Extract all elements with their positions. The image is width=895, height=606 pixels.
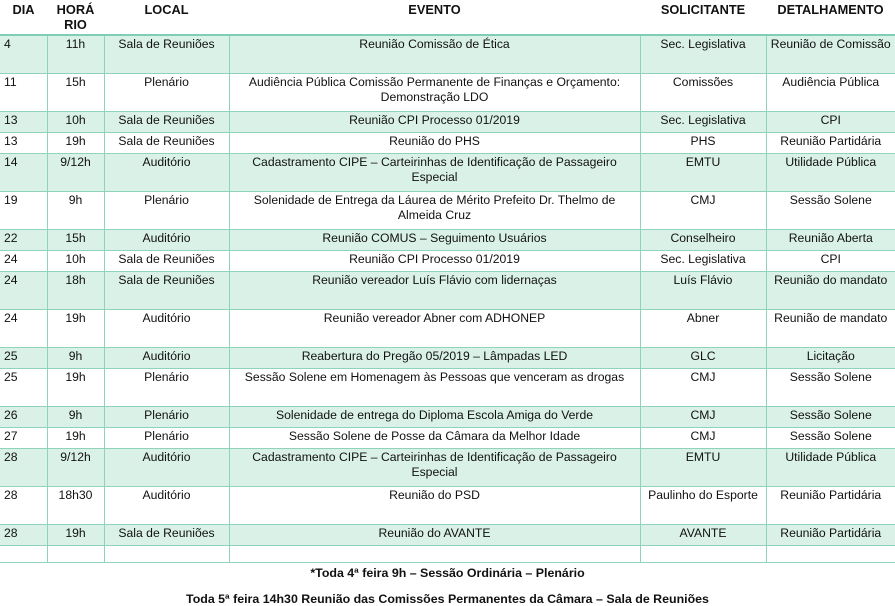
cell-detalhamento: Sessão Solene	[766, 407, 895, 428]
notes	[0, 566, 895, 606]
cell-dia	[0, 546, 47, 563]
cell-solicitante: CMJ	[640, 428, 766, 449]
cell-evento: Reabertura do Pregão 05/2019 – Lâmpadas LED	[229, 348, 640, 369]
table-row	[0, 407, 895, 428]
cell-detalhamento: Utilidade Pública	[766, 154, 895, 192]
cell-horario: 9/12h	[47, 154, 104, 192]
table-row	[0, 112, 895, 133]
cell-dia: 28	[0, 525, 47, 546]
cell-dia: 22	[0, 230, 47, 251]
cell-solicitante: EMTU	[640, 154, 766, 192]
table-row	[0, 272, 895, 310]
cell-detalhamento: Utilidade Pública	[766, 449, 895, 487]
table-row	[0, 133, 895, 154]
cell-detalhamento: Sessão Solene	[766, 369, 895, 407]
cell-horario: 19h	[47, 525, 104, 546]
cell-local: Sala de Reuniões	[104, 272, 229, 310]
header-horario: HORÁ RIO	[56, 2, 95, 32]
cell-detalhamento: Reunião Partidária	[766, 133, 895, 154]
cell-dia: 24	[0, 272, 47, 310]
cell-local: Auditório	[104, 487, 229, 525]
table-row	[0, 154, 895, 192]
table-row	[0, 348, 895, 369]
cell-local: Sala de Reuniões	[104, 112, 229, 133]
cell-local: Plenário	[104, 74, 229, 112]
note-quarta: *Toda 4ª feira 9h – Sessão Ordinária – Plenário	[310, 566, 585, 580]
table-row	[0, 35, 895, 74]
cell-detalhamento	[766, 546, 895, 563]
cell-dia: 13	[0, 112, 47, 133]
cell-local: Auditório	[104, 154, 229, 192]
cell-horario: 19h	[47, 428, 104, 449]
cell-dia: 11	[0, 74, 47, 112]
cell-evento: Reunião CPI Processo 01/2019	[229, 112, 640, 133]
cell-evento: Solenidade de entrega do Diploma Escola Amiga do Verde	[229, 407, 640, 428]
cell-detalhamento: Reunião Aberta	[766, 230, 895, 251]
cell-detalhamento: Sessão Solene	[766, 428, 895, 449]
cell-detalhamento: Audiência Pública	[766, 74, 895, 112]
cell-horario: 19h	[47, 369, 104, 407]
cell-dia: 14	[0, 154, 47, 192]
cell-evento: Reunião vereador Abner com ADHONEP	[229, 310, 640, 348]
header-solicitante: SOLICITANTE	[660, 2, 746, 17]
cell-horario: 9h	[47, 192, 104, 230]
table-row	[0, 74, 895, 112]
cell-local: Sala de Reuniões	[104, 251, 229, 272]
cell-evento: Reunião CPI Processo 01/2019	[229, 251, 640, 272]
cell-horario: 15h	[47, 230, 104, 251]
cell-evento: Reunião COMUS – Seguimento Usuários	[229, 230, 640, 251]
table-row	[0, 310, 895, 348]
cell-local: Auditório	[104, 310, 229, 348]
cell-detalhamento: Reunião de Comissão	[766, 35, 895, 74]
header-dia: DIA	[12, 2, 35, 17]
cell-evento	[229, 546, 640, 563]
cell-evento: Reunião Comissão de Ética	[229, 35, 640, 74]
cell-horario: 18h30	[47, 487, 104, 525]
cell-solicitante: Abner	[640, 310, 766, 348]
cell-evento: Reunião do PHS	[229, 133, 640, 154]
cell-detalhamento: Reunião do mandato	[766, 272, 895, 310]
cell-local: Sala de Reuniões	[104, 133, 229, 154]
table-row	[0, 487, 895, 525]
cell-detalhamento: Reunião de mandato	[766, 310, 895, 348]
cell-local: Plenário	[104, 407, 229, 428]
cell-local: Plenário	[104, 369, 229, 407]
cell-evento: Reunião do PSD	[229, 487, 640, 525]
header-detalhamento: DETALHAMENTO	[777, 2, 884, 17]
cell-dia: 25	[0, 369, 47, 407]
cell-local: Plenário	[104, 428, 229, 449]
table-header-row	[0, 0, 895, 35]
cell-dia: 25	[0, 348, 47, 369]
cell-detalhamento: Reunião Partidária	[766, 525, 895, 546]
cell-solicitante: Luís Flávio	[640, 272, 766, 310]
cell-solicitante: Conselheiro	[640, 230, 766, 251]
cell-horario: 10h	[47, 251, 104, 272]
table-row	[0, 546, 895, 563]
cell-local: Sala de Reuniões	[104, 35, 229, 74]
header-local: LOCAL	[144, 2, 189, 17]
cell-evento: Solenidade de Entrega da Láurea de Mérito Prefeito Dr. Thelmo de Almeida Cruz	[229, 192, 640, 230]
cell-horario: 11h	[47, 35, 104, 74]
cell-detalhamento: Licitação	[766, 348, 895, 369]
table-row	[0, 192, 895, 230]
cell-horario: 10h	[47, 112, 104, 133]
header-evento: EVENTO	[408, 2, 461, 17]
cell-local: Sala de Reuniões	[104, 525, 229, 546]
table-row	[0, 369, 895, 407]
cell-horario: 9/12h	[47, 449, 104, 487]
cell-solicitante: Paulinho do Esporte	[640, 487, 766, 525]
cell-detalhamento: CPI	[766, 112, 895, 133]
cell-evento: Sessão Solene de Posse da Câmara da Melhor Idade	[229, 428, 640, 449]
cell-horario: 19h	[47, 310, 104, 348]
cell-dia: 24	[0, 310, 47, 348]
cell-horario: 15h	[47, 74, 104, 112]
cell-solicitante: EMTU	[640, 449, 766, 487]
table-row	[0, 251, 895, 272]
table-body	[0, 35, 895, 563]
cell-evento: Cadastramento CIPE – Carteirinhas de Identificação de Passageiro Especial	[229, 449, 640, 487]
cell-evento: Reunião vereador Luís Flávio com lidernaças	[229, 272, 640, 310]
cell-detalhamento: Reunião Partidária	[766, 487, 895, 525]
cell-evento: Cadastramento CIPE – Carteirinhas de Identificação de Passageiro Especial	[229, 154, 640, 192]
table-row	[0, 449, 895, 487]
cell-dia: 28	[0, 449, 47, 487]
cell-horario: 9h	[47, 407, 104, 428]
cell-dia: 26	[0, 407, 47, 428]
cell-solicitante	[640, 546, 766, 563]
cell-local: Plenário	[104, 192, 229, 230]
cell-horario: 9h	[47, 348, 104, 369]
cell-local: Auditório	[104, 348, 229, 369]
cell-solicitante: PHS	[640, 133, 766, 154]
cell-solicitante: Comissões	[640, 74, 766, 112]
table-row	[0, 525, 895, 546]
cell-evento: Reunião do AVANTE	[229, 525, 640, 546]
cell-solicitante: CMJ	[640, 407, 766, 428]
cell-detalhamento: Sessão Solene	[766, 192, 895, 230]
cell-solicitante: Sec. Legislativa	[640, 251, 766, 272]
cell-dia: 27	[0, 428, 47, 449]
cell-dia: 19	[0, 192, 47, 230]
cell-evento: Audiência Pública Comissão Permanente de Finanças e Orçamento: Demonstração LDO	[229, 74, 640, 112]
cell-horario: 19h	[47, 133, 104, 154]
cell-horario	[47, 546, 104, 563]
cell-solicitante: GLC	[640, 348, 766, 369]
cell-horario: 18h	[47, 272, 104, 310]
table-row	[0, 230, 895, 251]
table-row	[0, 428, 895, 449]
note-quinta: Toda 5ª feira 14h30 Reunião das Comissões Permanentes da Câmara – Sala de Reuniões	[186, 592, 709, 606]
cell-solicitante: CMJ	[640, 192, 766, 230]
cell-solicitante: AVANTE	[640, 525, 766, 546]
cell-detalhamento: CPI	[766, 251, 895, 272]
cell-local: Auditório	[104, 230, 229, 251]
cell-local	[104, 546, 229, 563]
cell-solicitante: Sec. Legislativa	[640, 112, 766, 133]
cell-local: Auditório	[104, 449, 229, 487]
cell-solicitante: CMJ	[640, 369, 766, 407]
cell-dia: 24	[0, 251, 47, 272]
cell-evento: Sessão Solene em Homenagem às Pessoas que venceram as drogas	[229, 369, 640, 407]
cell-dia: 13	[0, 133, 47, 154]
cell-dia: 28	[0, 487, 47, 525]
cell-solicitante: Sec. Legislativa	[640, 35, 766, 74]
cell-dia: 4	[0, 35, 47, 74]
